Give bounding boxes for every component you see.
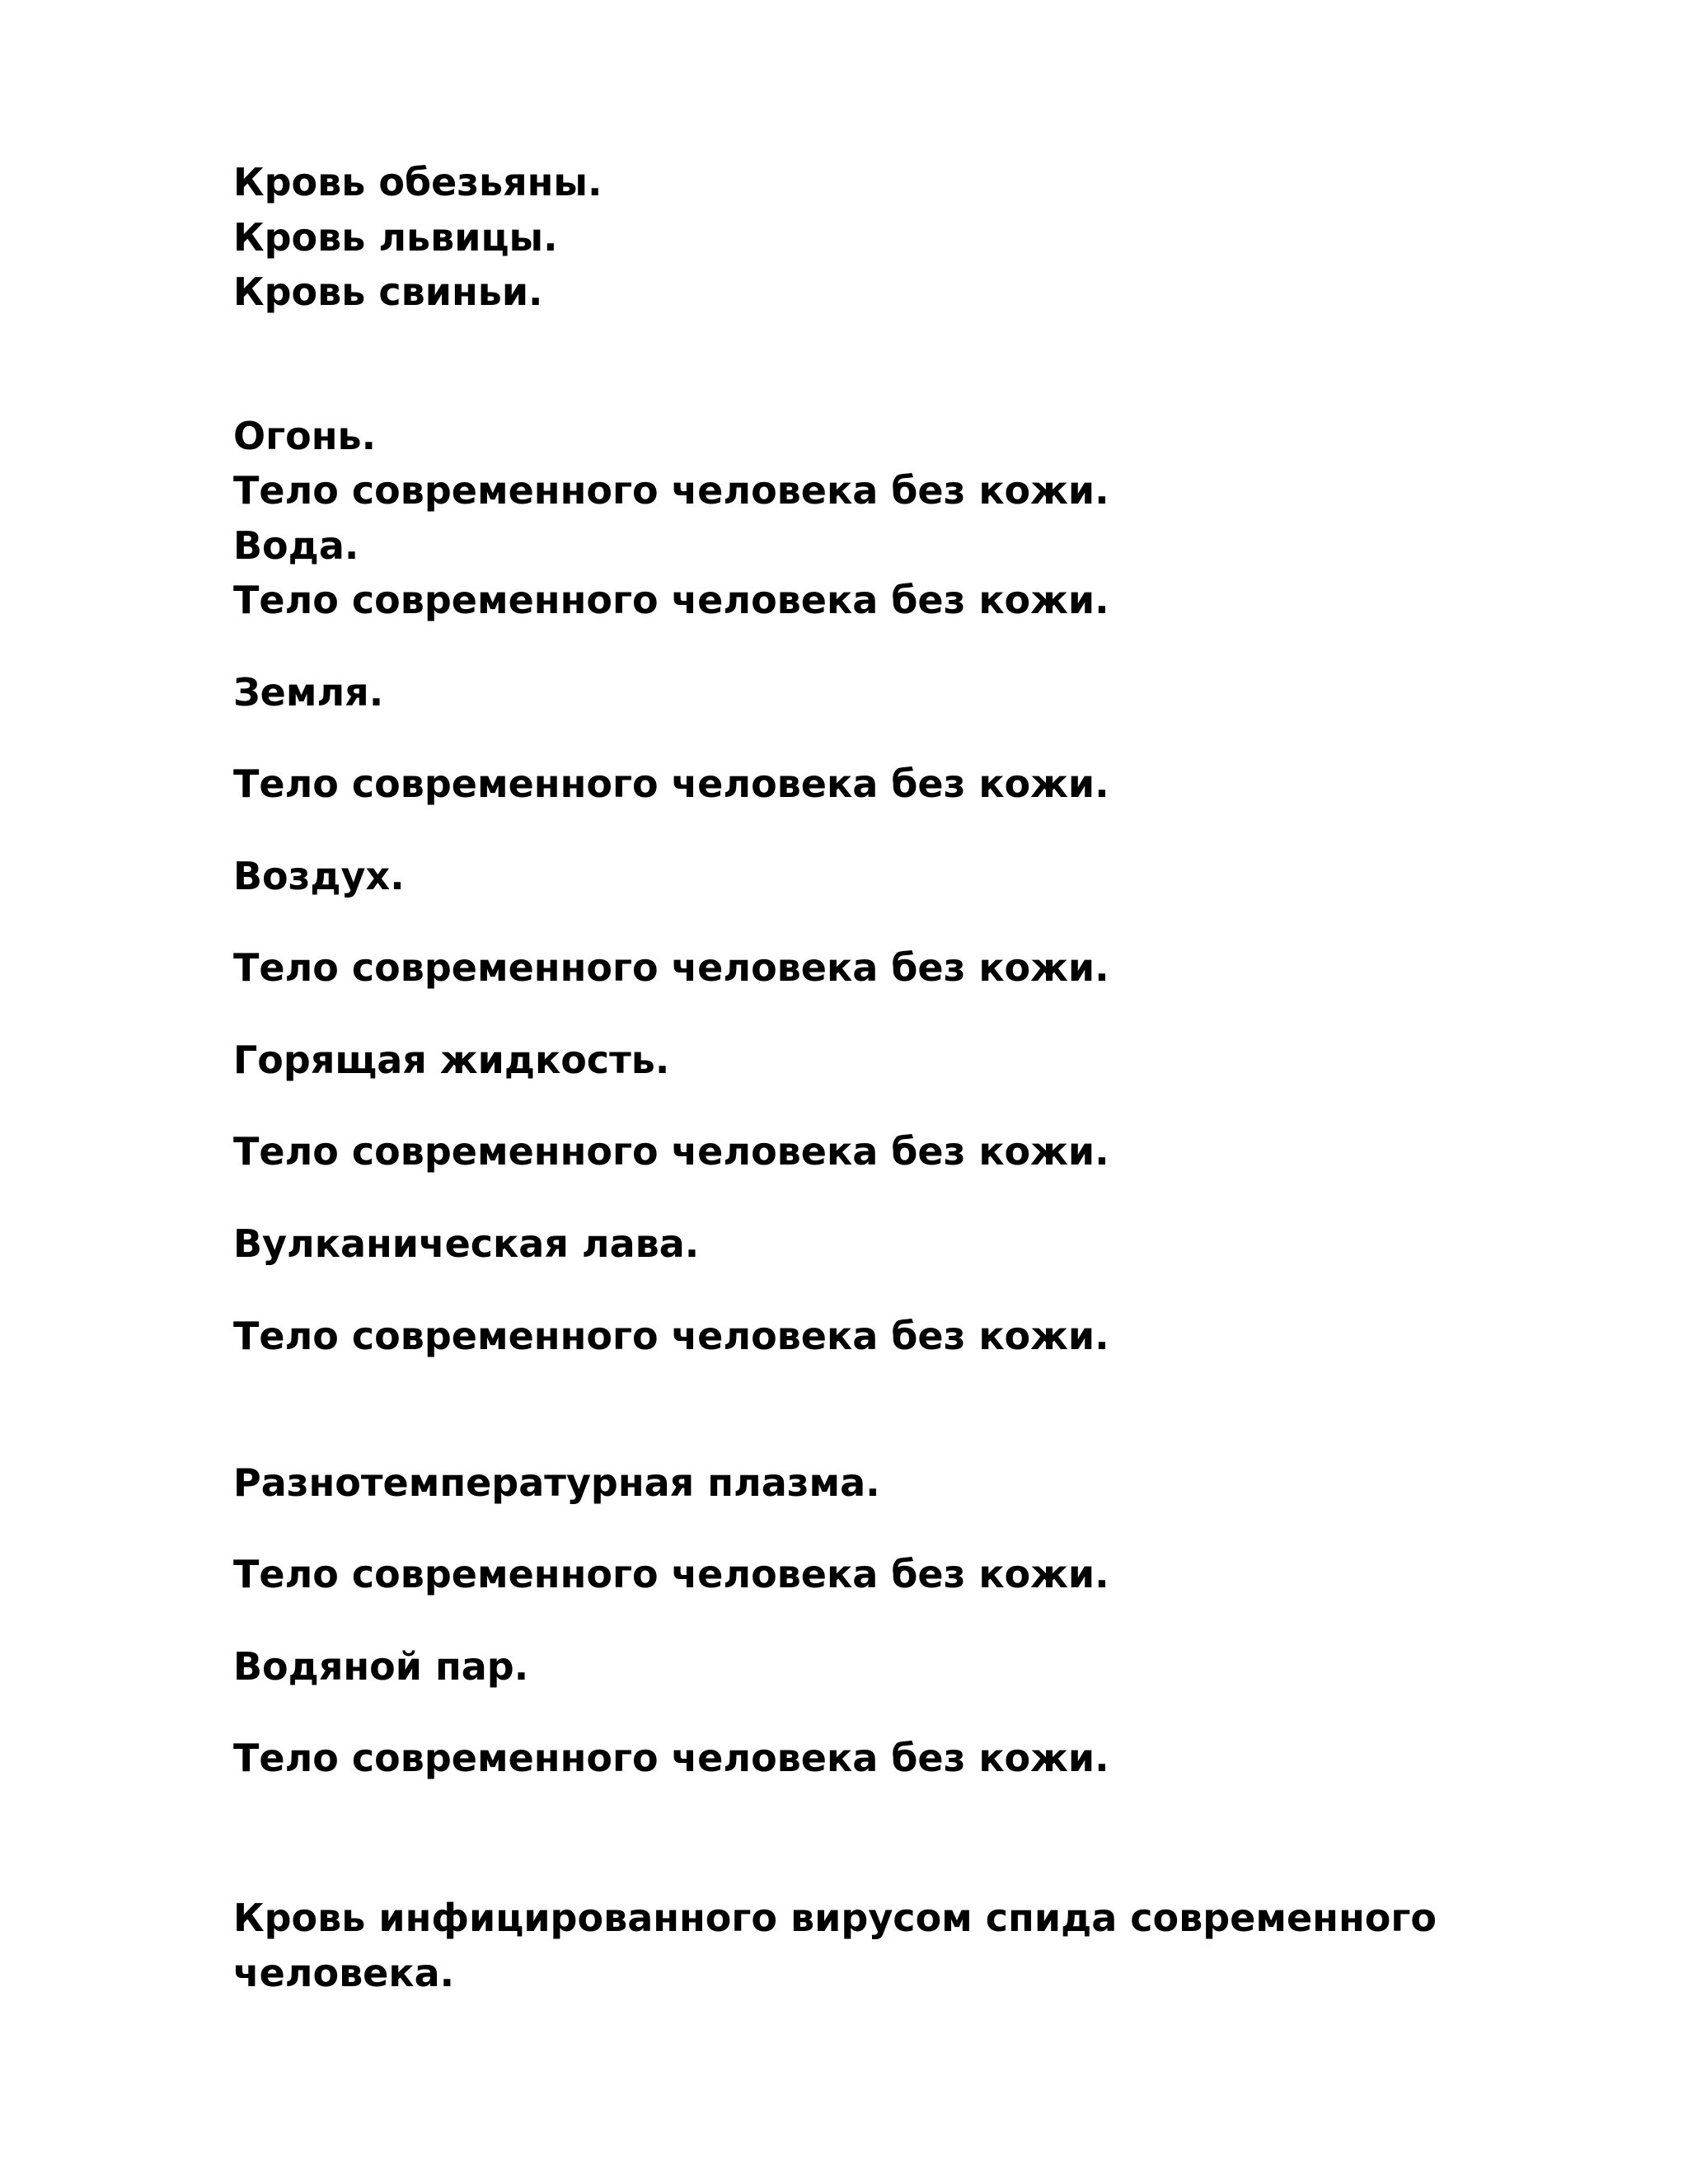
text-line: Горящая жидкость. [233, 1038, 670, 1082]
text-line: Вода. [233, 523, 359, 568]
text-line: Земля. [233, 670, 384, 715]
text-line: Тело современного человека без кожи. [233, 578, 1109, 622]
text-line: Водяной пар. [233, 1644, 529, 1689]
text-line: Тело современного человека без кожи. [233, 1552, 1109, 1596]
text-line: Разнотемпературная плазма. [233, 1460, 880, 1505]
text-line: Кровь обезьяны. [233, 160, 603, 204]
text-line: Кровь львицы. [233, 215, 558, 260]
text-line: человека. [233, 1951, 455, 1995]
text-line: Тело современного человека без кожи. [233, 945, 1109, 990]
text-line: Тело современного человека без кожи. [233, 468, 1109, 513]
text-line: Тело современного человека без кожи. [233, 762, 1109, 806]
text-line: Тело современного человека без кожи. [233, 1314, 1109, 1358]
text-line: Огонь. [233, 414, 377, 458]
text-line: Кровь свиньи. [233, 269, 543, 314]
text-line: Кровь инфицированного вирусом спида современного [233, 1896, 1437, 1940]
text-line: Вулканическая лава. [233, 1221, 700, 1266]
text-line: Тело современного человека без кожи. [233, 1736, 1109, 1780]
text-line: Воздух. [233, 854, 405, 898]
text-line: Тело современного человека без кожи. [233, 1129, 1109, 1174]
